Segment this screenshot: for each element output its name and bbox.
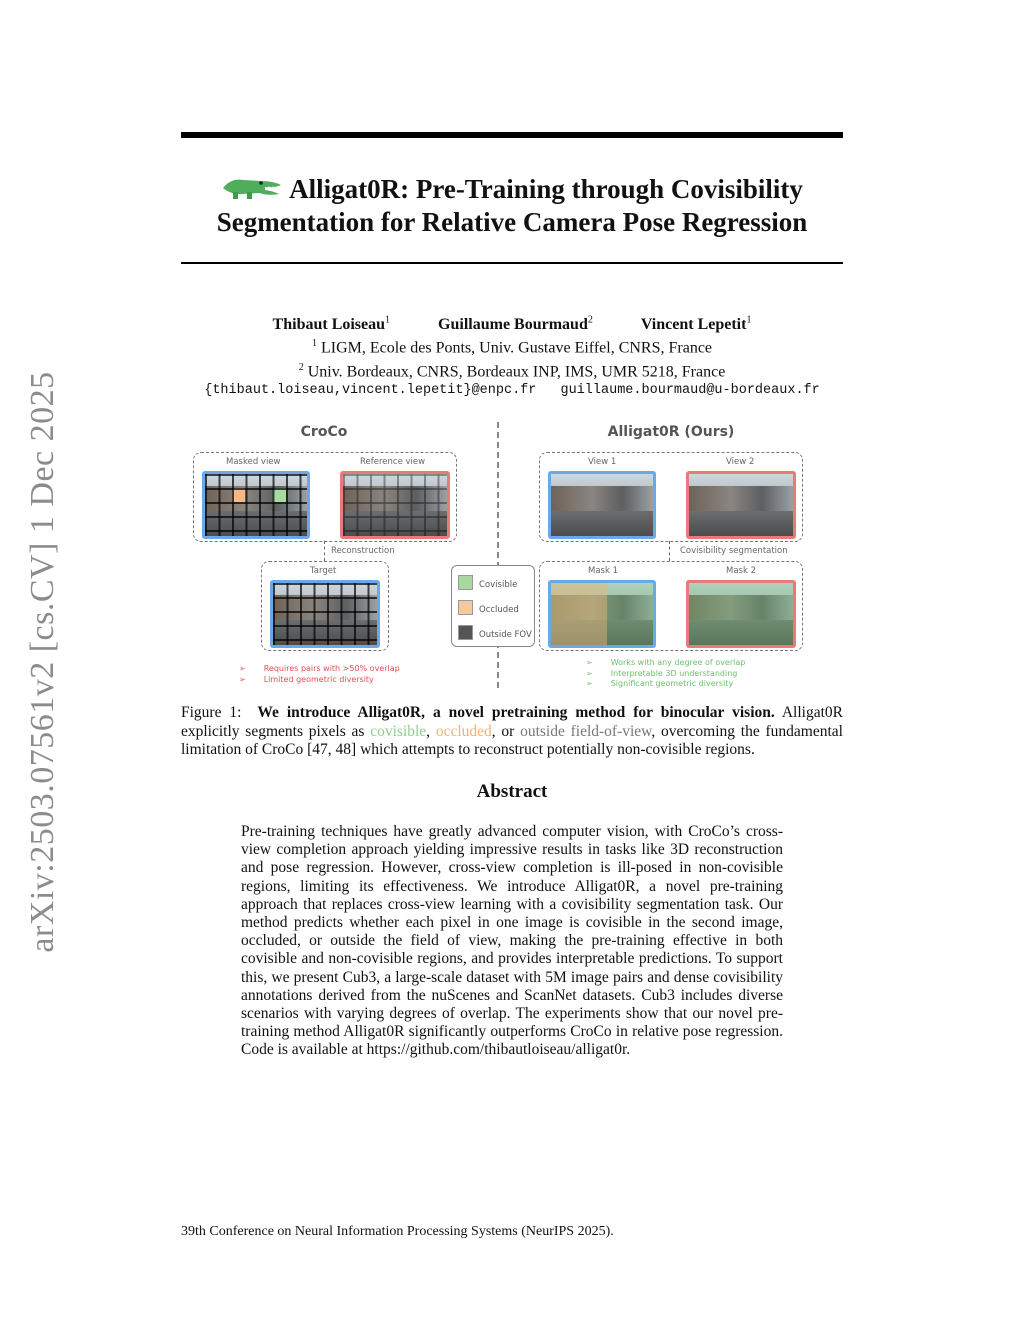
alligator-input-box <box>539 452 803 542</box>
title-bottom-rule <box>181 262 843 264</box>
croco-heading: CroCo <box>300 424 348 440</box>
title-line-1: Alligat0R: Pre-Training through Covisibility <box>289 174 803 204</box>
figure-caption: Figure 1: We introduce Alligat0R, a novel pretraining method for binocular vision. Alligat0R explicitly segments pixels as covisible, occluded, or outside field-of-view, overcoming the fundamental limitation of CroCo [47, 48] which attempts to reconstruct potentially non-covisible regions. <box>181 704 843 758</box>
croco-bullet-2: ➢ Limited geometric diversity <box>239 674 374 684</box>
view-2-label: View 2 <box>726 457 755 467</box>
ours-bullet-3: ➢ Significant geometric diversity <box>586 679 734 688</box>
caption-outside: outside field-of-view <box>520 722 652 740</box>
email-1: {thibaut.loiseau,vincent.lepetit}@enpc.fr <box>204 382 537 398</box>
caption-occluded: occluded <box>435 722 492 740</box>
reconstruction-arrow <box>324 541 325 561</box>
masked-view-label: Masked view <box>226 457 281 467</box>
paper-title <box>181 172 843 239</box>
title-line-2: Segmentation for Relative Camera Pose Regression <box>216 207 808 237</box>
covisibility-segmentation-label: Covisibility segmentation <box>680 546 788 556</box>
croco-limitations <box>239 664 400 685</box>
author-block <box>181 311 843 400</box>
title-top-rule <box>181 132 843 138</box>
email-2: guillaume.bourmaud@u-bordeaux.fr <box>560 382 820 398</box>
author-2: Guillaume Bourmaud$^2$ <box>438 315 593 334</box>
target-box <box>261 561 389 651</box>
target-image <box>270 580 380 648</box>
croco-bullet-1: ➢ Requires pairs with >50% overlap <box>239 664 400 673</box>
legend-covisible: Covisible <box>458 575 517 590</box>
masked-view-image <box>202 471 310 539</box>
caption-label: Figure 1: <box>181 704 242 721</box>
legend-outside-fov: Outside FOV <box>458 625 532 640</box>
author-3: Vincent Lepetit$^1$ <box>640 315 752 334</box>
view-1-image <box>548 471 656 539</box>
covisibility-legend <box>451 565 535 647</box>
reference-view-image <box>340 471 450 539</box>
conference-footnote: 39th Conference on Neural Information Processing Systems (NeurIPS 2025). <box>181 1224 614 1239</box>
mask-1-image <box>548 580 656 648</box>
author-emails <box>181 381 843 400</box>
affiliation-2: $^2$ Univ. Bordeaux, CNRS, Bordeaux INP, IMS, UMR 5218, France <box>298 361 726 380</box>
alligator-heading: Alligat0R (Ours) <box>607 424 735 440</box>
alligator-logo-icon <box>221 172 283 202</box>
reconstruction-label: Reconstruction <box>331 546 395 556</box>
covisibility-arrow <box>669 541 670 561</box>
abstract-heading: Abstract <box>476 781 548 802</box>
view-1-label: View 1 <box>588 457 617 467</box>
author-names <box>181 311 843 334</box>
author-1: Thibaut Loiseau$^1$ <box>272 315 391 334</box>
legend-occluded: Occluded <box>458 600 519 615</box>
figure-divider <box>497 422 499 688</box>
caption-covisible: covisible <box>370 722 427 740</box>
croco-input-box <box>193 452 457 542</box>
target-label: Target <box>310 566 337 576</box>
mask-box <box>539 561 803 651</box>
figure-1 <box>181 418 843 693</box>
mask-2-image <box>686 580 796 648</box>
reference-view-label: Reference view <box>360 457 426 467</box>
caption-bold: We introduce Alligat0R, a novel pretraining method for binocular vision. <box>257 704 775 721</box>
arxiv-side-stamp: arXiv:2503.07561v2 [cs.CV] 1 Dec 2025 <box>24 371 61 953</box>
affiliation-1: $^1$ LIGM, Ecole des Ponts, Univ. Gustave Eiffel, CNRS, France <box>311 338 713 357</box>
abstract-text: Pre-training techniques have greatly advanced computer vision, with CroCo’s cross-view completion approach yielding impressive results in tasks like 3D reconstruction and pose regression. However, cross-view completion is ill-posed in non-covisible regions, limiting its effectiveness. We introduce Alligat0R, a novel pre-training approach that replaces cross-view learning with a covisibility segmentation task. Our method predicts whether each pixel in one image is covisible in the second image, occluded, or outside the field of view, making the pre-training effective in both covisible and non-covisible regions, and provides interpretable predictions. To support this, we present Cub3, a large-scale dataset with 5M image pairs and dense covisibility annotations derived from the nuScenes and ScanNet datasets. Cub3 includes diverse scenarios with varying degrees of overlap. The experiments show that our novel pre-training method Alligat0R significantly outperforms CroCo in relative pose regression. Code is available at https://github.com/thibautloiseau/alligat0r. <box>241 823 783 1059</box>
mask-1-label: Mask 1 <box>588 566 619 576</box>
ours-bullet-1: ➢ Works with any degree of overlap <box>586 658 746 667</box>
view-2-image <box>686 471 796 539</box>
alligator-advantages <box>586 658 745 690</box>
mask-2-label: Mask 2 <box>726 566 757 576</box>
ours-bullet-2: ➢ Interpretable 3D understanding <box>586 668 738 678</box>
